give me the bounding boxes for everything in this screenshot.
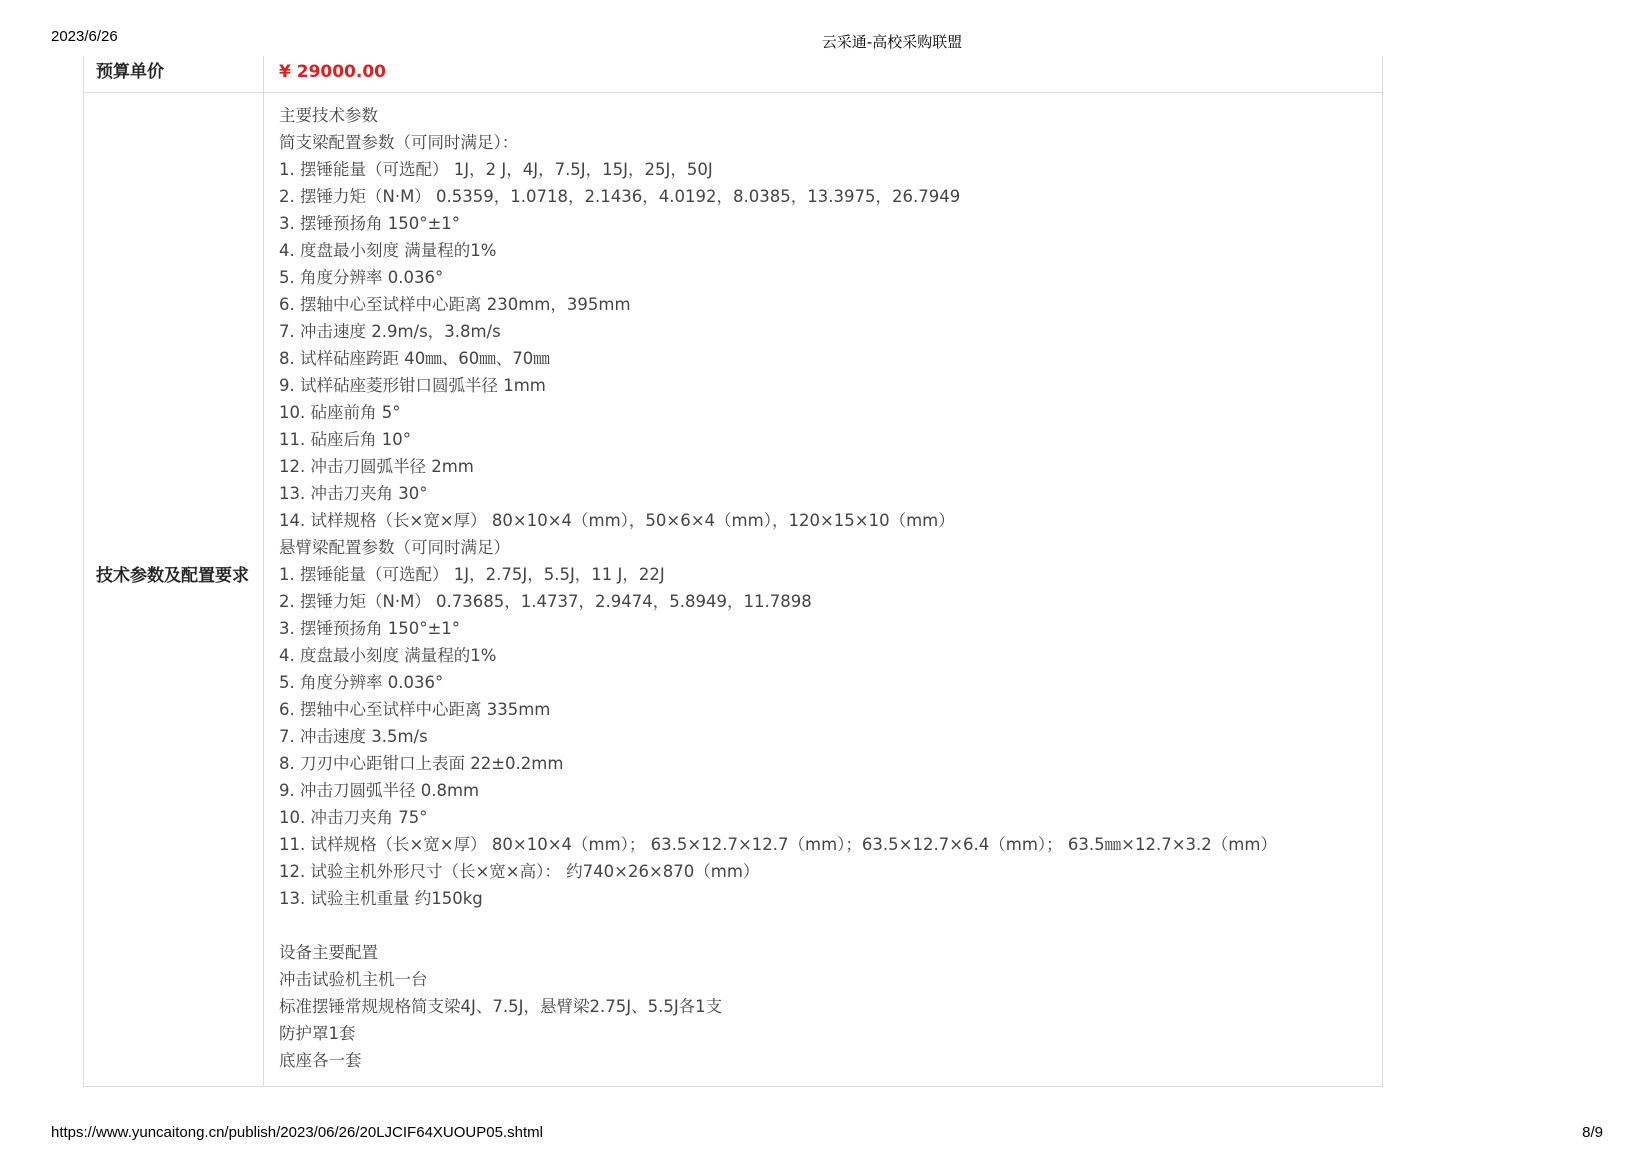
spec-line: 12. 试验主机外形尺寸（长×宽×高）： 约740×26×870（mm）: [279, 862, 760, 881]
spec-line: 简支梁配置参数（可同时满足）：: [279, 133, 519, 152]
spec-line: 3. 摆锤预扬角 150°±1°: [279, 214, 461, 233]
page-title: 云采通-高校采购联盟: [821, 33, 963, 51]
spec-line: 14. 试样规格（长×宽×厚） 80×10×4（mm），50×6×4（mm），120×15×10（mm）: [279, 511, 955, 530]
spec-blank-line: [279, 912, 1277, 939]
tech-spec-label: 技术参数及配置要求: [96, 566, 249, 586]
spec-line: 底座各一套: [279, 1051, 362, 1070]
spec-line: 1. 摆锤能量（可选配） 1J，2.75J，5.5J，11 J，22J: [279, 565, 665, 584]
print-date: 2023/6/26: [51, 28, 118, 45]
spec-line: 8. 刀刃中心距钳口上表面 22±0.2mm: [279, 754, 564, 773]
spec-line: 13. 冲击刀夹角 30°: [279, 484, 428, 503]
spec-line: 2. 摆锤力矩（N·M） 0.5359，1.0718，2.1436，4.0192，8.0385，13.3975，26.7949: [279, 187, 961, 206]
spec-line: 11. 试样规格（长×宽×厚） 80×10×4（mm）； 63.5×12.7×12.7（mm）；63.5×12.7×6.4（mm）； 63.5㎜×12.7×3.2（mm）: [279, 835, 1277, 854]
spec-line: 11. 砧座后角 10°: [279, 430, 411, 449]
spec-line: 5. 角度分辨率 0.036°: [279, 673, 444, 692]
spec-line: 防护罩1套: [279, 1024, 356, 1043]
spec-line: 10. 砧座前角 5°: [279, 403, 401, 422]
tech-spec-list: [279, 102, 1277, 1074]
spec-line: 7. 冲击速度 3.5m/s: [279, 727, 428, 746]
spec-line: 8. 试样砧座跨距 40㎜、60㎜、70㎜: [279, 349, 550, 368]
spec-line: 12. 冲击刀圆弧半径 2mm: [279, 457, 474, 476]
spec-line: 悬臂梁配置参数（可同时满足）: [279, 538, 510, 557]
spec-line: 冲击试验机主机一台: [279, 970, 428, 989]
spec-line: 1. 摆锤能量（可选配） 1J，2 J，4J，7.5J，15J，25J，50J: [279, 160, 713, 179]
budget-price: ¥ 29000.00: [279, 62, 387, 82]
column-divider: [263, 56, 264, 1086]
row-divider: [84, 92, 1382, 93]
page-number: 8/9: [1582, 1124, 1603, 1141]
spec-line: 设备主要配置: [279, 943, 378, 962]
spec-line: 主要技术参数: [279, 106, 378, 125]
spec-table: [83, 56, 1383, 1087]
spec-line: 7. 冲击速度 2.9m/s，3.8m/s: [279, 322, 501, 341]
spec-line: 4. 度盘最小刻度 满量程的1%: [279, 646, 497, 665]
spec-line: 6. 摆轴中心至试样中心距离 335mm: [279, 700, 551, 719]
spec-line: 9. 试样砧座菱形钳口圆弧半径 1mm: [279, 376, 546, 395]
spec-line: 9. 冲击刀圆弧半径 0.8mm: [279, 781, 480, 800]
budget-label: 预算单价: [96, 62, 164, 82]
spec-line: 6. 摆轴中心至试样中心距离 230mm，395mm: [279, 295, 631, 314]
spec-line: 标准摆锤常规规格简支梁4J、7.5J，悬臂梁2.75J、5.5J各1支: [279, 997, 723, 1016]
spec-line: 5. 角度分辨率 0.036°: [279, 268, 444, 287]
spec-line: 2. 摆锤力矩（N·M） 0.73685，1.4737，2.9474，5.8949，11.7898: [279, 592, 812, 611]
spec-line: 13. 试验主机重量 约150kg: [279, 889, 483, 908]
page-url: https://www.yuncaitong.cn/publish/2023/06/26/20LJCIF64XUOUP05.shtml: [51, 1124, 543, 1141]
spec-line: 10. 冲击刀夹角 75°: [279, 808, 428, 827]
spec-line: 3. 摆锤预扬角 150°±1°: [279, 619, 461, 638]
spec-line: 4. 度盘最小刻度 满量程的1%: [279, 241, 497, 260]
